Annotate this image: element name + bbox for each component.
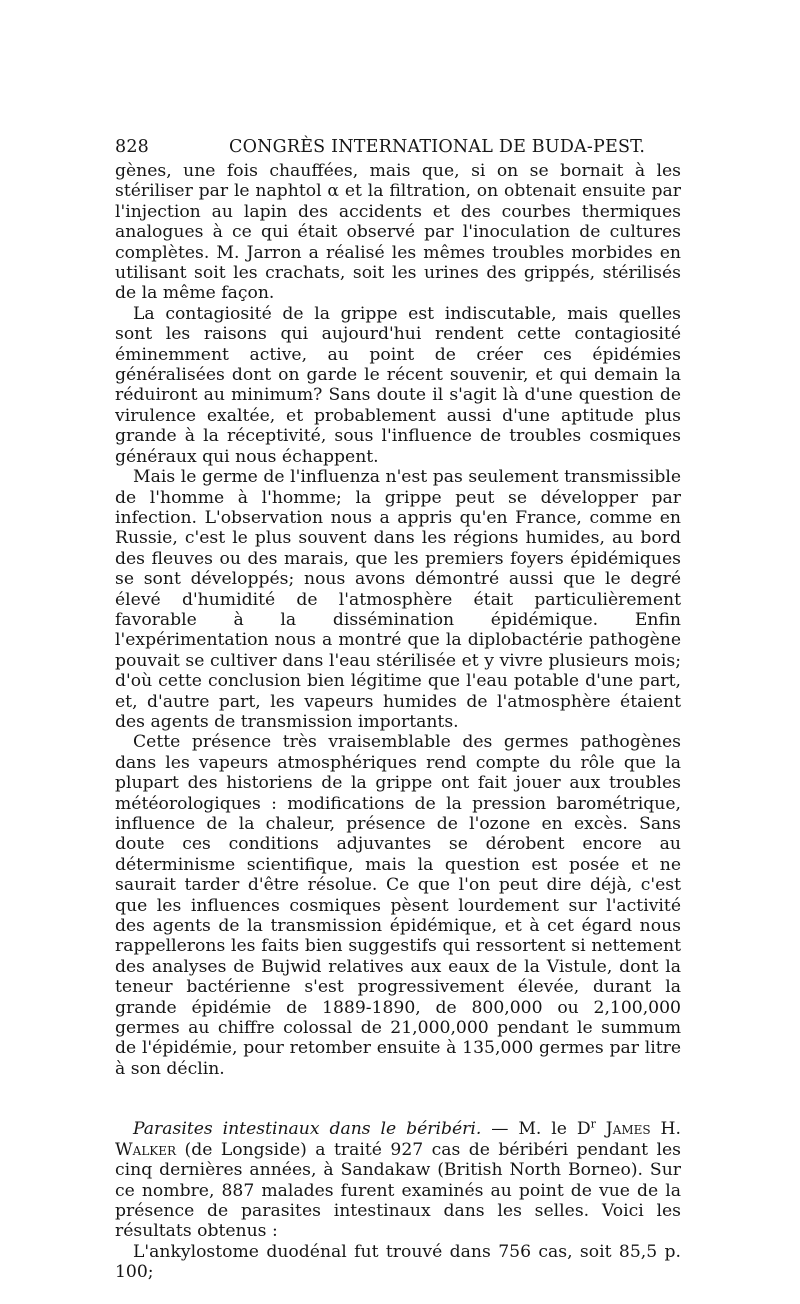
body-text bbox=[115, 161, 681, 1283]
doctor-superscript: r bbox=[590, 1117, 596, 1131]
section-dash: — M. le D bbox=[481, 1119, 591, 1140]
paragraph-atmospheric-germs: Cette présence très vraisemblable des germes pathogènes dans les vapeurs atmosphériques rend compte du rôle que la plupart des historiens de la grippe ont fait jouer aux troubles météorologiques : modifications de la pression barométrique, influence de la chaleur, présence de l'ozone en excès. Sans doute ces conditions adjuvantes se dérobent encore au déterminisme scientifique, mais la question est posée et ne saurait tarder d'être résolue. Ce que l'on peut dire déjà, c'est que les influences cosmiques pèsent lourdement sur l'activité des agents de la transmission épidémique, et à cet égard nous rappellerons les faits bien suggestifs qui ressortent si nettement des analyses de Bujwid relatives aux eaux de la Vistule, dont la teneur bactérienne s'est progressivement élevée, durant la grande épidémie de 1889-1890, de 800,000 ou 2,100,000 germes au chiffre colossal de 21,000,000 pendant le summum de l'épidémie, pour retomber ensuite à 135,000 germes par litre à son déclin. bbox=[115, 732, 681, 1079]
paragraph-transmission: Mais le germe de l'influenza n'est pas seulement transmissible de l'homme à l'homme; la grippe peut se développer par infection. L'observation nous a appris qu'en France, comme en Russie, c'est le plus souvent dans les régions humides, au bord des fleuves ou des marais, que les premiers foyers épidémiques se sont développés; nous avons démontré aussi que le degré élevé d'humidité de l'atmosphère était particulièrement favorable à la dissémination épidémique. Enfin l'expérimentation nous a montré que la diplobactérie pathogène pouvait se cultiver dans l'eau stérilisée et y vivre plusieurs mois; d'où cette conclusion bien légitime que l'eau potable d'une part, et, d'autre part, les vapeurs humides de l'atmosphère étaient des agents de transmission importants. bbox=[115, 467, 681, 732]
section-title: Parasites intestinaux dans le béribéri. bbox=[133, 1119, 482, 1140]
section-beriberi-paragraph bbox=[115, 1119, 681, 1241]
author-name: James H. Walker bbox=[115, 1119, 681, 1160]
paragraph-contagion: La contagiosité de la grippe est indiscutable, mais quelles sont les raisons qui aujourd'hui rendent cette contagiosité éminemment active, au point de créer ces épidémies généralisées dont on garde le récent souvenir, et qui demain la réduiront au minimum? Sans doute il s'agit là d'une question de virulence exaltée, et probablement aussi d'une aptitude plus grande à la réceptivité, sous l'influence de troubles cosmiques généraux qui nous échappent. bbox=[115, 303, 681, 467]
section-last-line: L'ankylostome duodénal fut trouvé dans 756 cas, soit 85,5 p. 100; bbox=[115, 1241, 681, 1283]
running-title: CONGRÈS INTERNATIONAL DE BUDA-PEST. bbox=[229, 137, 646, 157]
page-header bbox=[115, 133, 681, 161]
section-text: (de Longside) a traité 927 cas de béribéri pendant les cinq dernières années, à Sandakaw (British North Borneo). Sur ce nombre, 887 malades furent examinés au point de vue de la présence de parasites intestinaux dans les selles. Voici les résultats obtenus : bbox=[115, 1139, 681, 1242]
page-number: 828 bbox=[115, 137, 150, 157]
page bbox=[115, 133, 681, 1283]
section-spacer bbox=[115, 1079, 681, 1119]
paragraph-continuation: gènes, une fois chauffées, mais que, si on se bornait à les stériliser par le naphtol α et la filtration, on obtenait ensuite par l'injection au lapin des accidents et des courbes thermiques analogues à ce qui était observé par l'inoculation de cultures complètes. M. Jarron a réalisé les mêmes troubles morbides en utilisant soit les crachats, soit les urines des grippés, stérilisés de la même façon. bbox=[115, 161, 681, 304]
